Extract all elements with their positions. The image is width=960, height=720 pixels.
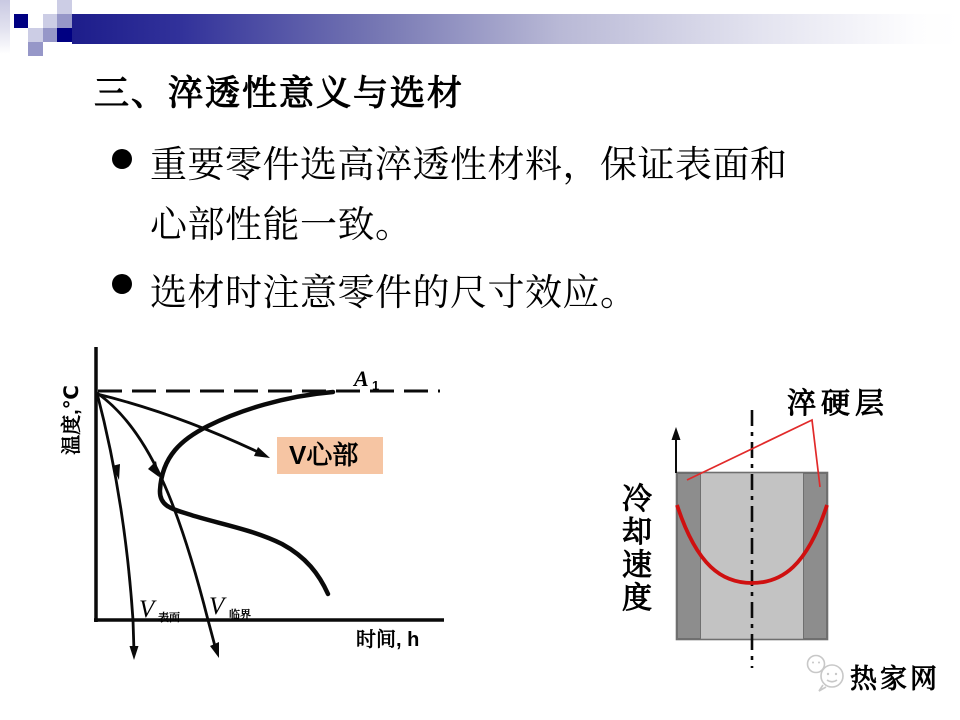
v-core-curve — [97, 394, 258, 452]
v-surface-label: V — [139, 596, 155, 623]
watermark-text: 热家网 — [850, 664, 940, 694]
y-axis-label: 温度,℃ — [61, 385, 83, 455]
arrowhead-icon — [210, 642, 219, 658]
bullet-dot — [112, 149, 132, 169]
left-gradient-strip — [0, 0, 10, 54]
axis-arrowhead-icon — [672, 427, 681, 440]
v-critical-subscript: 临界 — [229, 609, 251, 621]
x-axis-label: 时间, h — [356, 629, 420, 651]
v-core-box-label: V心部 — [289, 440, 359, 470]
v-surface-subscript: 表面 — [158, 612, 180, 624]
bullet-text-line: 重要零件选高淬透性材料，保证表面和 — [150, 145, 788, 186]
chat-bubbles-logo-icon — [808, 656, 844, 692]
arrowhead-icon — [254, 447, 270, 458]
a1-label: A — [354, 366, 369, 391]
mosaic-square — [43, 28, 57, 42]
v-critical-label: V — [209, 593, 225, 620]
mosaic-square — [57, 28, 72, 42]
cooling-rate-label: 冷却速度 — [622, 483, 652, 615]
mosaic-square — [28, 42, 43, 56]
hardened-strip-left — [678, 474, 701, 639]
arrowhead-icon — [130, 646, 139, 660]
mosaic-square — [43, 14, 57, 28]
ttt-chart-svg — [40, 340, 520, 665]
watermark — [795, 648, 945, 703]
bullet-text-line: 心部性能一致。 — [150, 205, 413, 246]
v-surface-line — [97, 393, 134, 652]
bullet-text-line: 选材时注意零件的尺寸效应。 — [150, 273, 638, 314]
mosaic-square — [14, 14, 28, 28]
a1-subscript: 1 — [372, 378, 380, 393]
hardened-strip-right — [804, 474, 827, 639]
mosaic-square — [57, 0, 72, 14]
page-title: 三、淬透性意义与选材 — [94, 74, 465, 113]
mosaic-square — [28, 28, 43, 42]
mosaic-square — [57, 14, 72, 28]
v-core-box — [277, 437, 383, 474]
bullet-dot — [112, 274, 132, 294]
gradient-bar — [72, 14, 960, 44]
hardened-layer-label: 淬硬层 — [787, 388, 890, 420]
